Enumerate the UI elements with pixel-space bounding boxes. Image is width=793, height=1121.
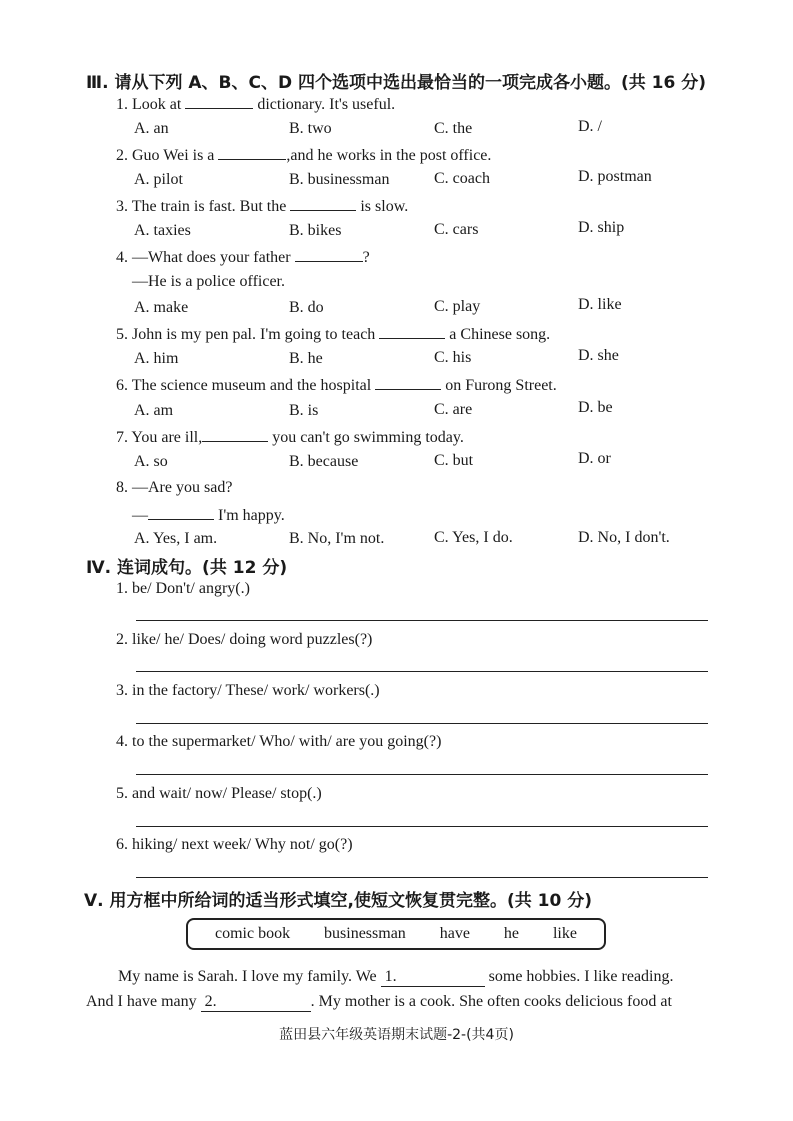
blank-1: 1. xyxy=(381,968,485,987)
answer-line xyxy=(136,620,708,621)
option-c: C. but xyxy=(434,452,474,469)
passage-line-2 xyxy=(86,993,672,1012)
word-option: like xyxy=(552,925,577,942)
question-text: 7. You are ill, xyxy=(116,429,203,446)
passage-text: some hobbies. I like reading. xyxy=(488,968,674,985)
question-4-reply: —He is a police officer. xyxy=(132,273,285,290)
question-text: 4. —What does your father xyxy=(116,249,291,266)
question-text: ? xyxy=(362,249,370,266)
passage-text: And I have many xyxy=(86,993,197,1010)
question-text: ,and he works in the post office. xyxy=(286,147,492,164)
question-text: 1. Look at xyxy=(116,96,182,113)
question-text: — xyxy=(132,507,148,524)
option-d: D. be xyxy=(578,399,613,416)
word-box xyxy=(186,918,606,950)
passage-text: My name is Sarah. I love my family. We xyxy=(118,968,377,985)
sentence-item-2: 2. like/ he/ Does/ doing word puzzles(?) xyxy=(116,631,373,648)
option-b: B. is xyxy=(289,402,319,419)
question-5 xyxy=(116,324,550,344)
passage-text: . My mother is a cook. She often cooks delicious food at xyxy=(310,993,672,1010)
question-text: 8. —Are you sad? xyxy=(116,479,233,496)
question-8 xyxy=(116,479,232,497)
question-7 xyxy=(116,427,464,447)
option-c: C. play xyxy=(434,298,481,315)
question-text: you can't go swimming today. xyxy=(272,429,464,446)
question-text: on Furong Street. xyxy=(445,377,557,394)
question-text: is slow. xyxy=(360,198,409,215)
option-c: C. cars xyxy=(434,221,479,238)
option-d: D. she xyxy=(578,347,619,364)
option-a: A. an xyxy=(134,120,169,137)
word-option: have xyxy=(439,925,470,942)
option-a: A. make xyxy=(134,299,189,316)
blank xyxy=(379,324,445,339)
answer-line xyxy=(136,877,708,878)
answer-line xyxy=(136,826,708,827)
option-b: B. two xyxy=(289,120,332,137)
question-text: 3. The train is fast. But the xyxy=(116,198,287,215)
option-b: B. businessman xyxy=(289,171,390,188)
blank xyxy=(185,94,253,109)
answer-line xyxy=(136,774,708,775)
option-b: B. No, I'm not. xyxy=(289,530,385,547)
sentence-item-5: 5. and wait/ now/ Please/ stop(.) xyxy=(116,785,322,802)
option-a: A. Yes, I am. xyxy=(134,530,218,547)
option-c: C. are xyxy=(434,401,473,418)
question-4 xyxy=(116,247,370,267)
option-c: C. his xyxy=(434,349,472,366)
option-d: D. postman xyxy=(578,168,652,185)
blank xyxy=(148,505,214,520)
answer-line xyxy=(136,723,708,724)
option-d: D. No, I don't. xyxy=(578,529,670,546)
option-b: B. bikes xyxy=(289,222,342,239)
section-4-title: Ⅳ. 连词成句。(共 12 分) xyxy=(86,558,288,578)
question-text: dictionary. It's useful. xyxy=(257,96,396,113)
question-text: a Chinese song. xyxy=(449,326,551,343)
question-text: 6. The science museum and the hospital xyxy=(116,377,372,394)
option-a: A. pilot xyxy=(134,171,183,188)
question-2 xyxy=(116,145,491,165)
blank xyxy=(375,375,441,390)
option-c: C. coach xyxy=(434,170,490,187)
word-option: comic book xyxy=(214,925,291,942)
option-b: B. he xyxy=(289,350,323,367)
section-5-title: Ⅴ. 用方框中所给词的适当形式填空,使短文恢复贯完整。(共 10 分) xyxy=(84,891,593,911)
option-d: D. / xyxy=(578,118,602,135)
section-3-title: Ⅲ. 请从下列 A、B、C、D 四个选项中选出最恰当的一项完成各小题。(共 16 分) xyxy=(86,73,707,93)
question-text: 5. John is my pen pal. I'm going to teach xyxy=(116,326,376,343)
option-d: D. ship xyxy=(578,219,625,236)
page-footer: 蓝田县六年级英语期末试题-2-(共4页) xyxy=(279,1027,514,1043)
option-d: D. like xyxy=(578,296,622,313)
option-a: A. so xyxy=(134,453,168,470)
blank xyxy=(218,145,286,160)
blank xyxy=(290,196,356,211)
option-a: A. am xyxy=(134,402,174,419)
sentence-item-1: 1. be/ Don't/ angry(.) xyxy=(116,580,250,597)
question-text: 2. Guo Wei is a xyxy=(116,147,215,164)
sentence-item-6: 6. hiking/ next week/ Why not/ go(?) xyxy=(116,836,353,853)
option-b: B. do xyxy=(289,299,324,316)
option-a: A. him xyxy=(134,350,179,367)
question-8-reply xyxy=(132,505,285,525)
question-6 xyxy=(116,375,557,395)
word-option: he xyxy=(503,925,520,942)
blank xyxy=(202,427,268,442)
option-c: C. Yes, I do. xyxy=(434,529,513,546)
question-3 xyxy=(116,196,408,216)
sentence-item-3: 3. in the factory/ These/ work/ workers(.) xyxy=(116,682,380,699)
option-c: C. the xyxy=(434,120,473,137)
blank-2: 2. xyxy=(201,993,311,1012)
answer-line xyxy=(136,671,708,672)
option-d: D. or xyxy=(578,450,611,467)
option-b: B. because xyxy=(289,453,359,470)
passage-line-1 xyxy=(118,968,674,987)
option-a: A. taxies xyxy=(134,222,191,239)
blank xyxy=(295,247,363,262)
question-1 xyxy=(116,94,395,114)
question-text: I'm happy. xyxy=(218,507,285,524)
sentence-item-4: 4. to the supermarket/ Who/ with/ are you going(?) xyxy=(116,733,442,750)
word-option: businessman xyxy=(324,925,406,942)
